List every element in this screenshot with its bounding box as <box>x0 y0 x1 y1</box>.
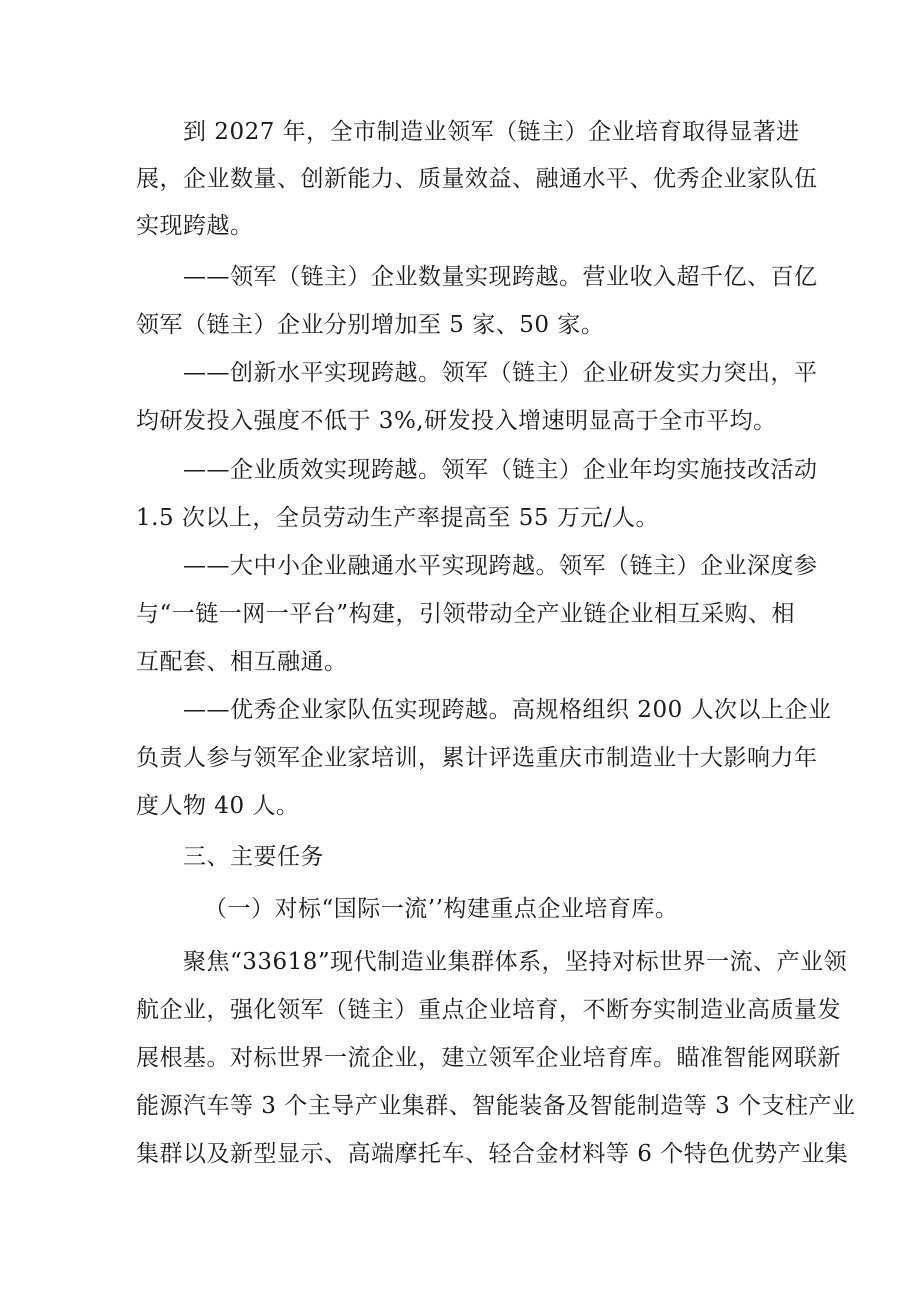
paragraph-line: 到 2027 年，全市制造业领军（链主）企业培育取得显著进 <box>183 119 800 145</box>
paragraph-line: 度人物 40 人。 <box>136 793 300 819</box>
paragraph-line: 能源汽车等 3 个主导产业集群、智能装备及智能制造等 3 个支柱产业 <box>136 1093 856 1119</box>
paragraph-line: 互配套、相互融通。 <box>136 649 348 675</box>
paragraph-line: ——创新水平实现跨越。领军（链主）企业研发实力突出，平 <box>183 360 818 386</box>
paragraph-line: ——领军（链主）企业数量实现跨越。营业收入超千亿、百亿 <box>183 264 818 290</box>
paragraph-line: 展，企业数量、创新能力、质量效益、融通水平、优秀企业家队伍 <box>136 166 818 192</box>
paragraph-line: ——大中小企业融通水平实现跨越。领军（链主）企业深度参 <box>183 553 818 579</box>
paragraph-line: 聚焦“33618”现代制造业集群体系，坚持对标世界一流、产业领 <box>183 949 848 975</box>
paragraph-line: 实现跨越。 <box>136 213 254 239</box>
paragraph-line: 领军（链主）企业分别增加至 5 家、50 家。 <box>136 312 605 338</box>
paragraph-line: 与“一链一网一平台”构建，引领带动全产业链企业相互采购、相 <box>136 601 796 627</box>
paragraph-line: 展根基。对标世界一流企业，建立领军企业培育库。瞄准智能网联新 <box>136 1045 841 1071</box>
paragraph-line: ——企业质效实现跨越。领军（链主）企业年均实施技改活动 <box>183 457 818 483</box>
section-heading: 三、主要任务 <box>183 844 324 870</box>
paragraph-line: 均研发投入强度不低于 3%,研发投入增速明显高于全市平均。 <box>136 408 777 434</box>
paragraph-line: 负责人参与领军企业家培训，累计评选重庆市制造业十大影响力年 <box>136 745 818 771</box>
paragraph-line: 航企业，强化领军（链主）重点企业培育，不断夯实制造业高质量发 <box>136 997 841 1023</box>
paragraph-line: 集群以及新型显示、高端摩托车、轻合金材料等 6 个特色优势产业集 <box>136 1141 849 1167</box>
subsection-heading: （一）对标“国际一流’’构建重点企业培育库。 <box>204 896 679 922</box>
paragraph-line: 1.5 次以上，全员劳动生产率提高至 55 万元/人。 <box>136 505 660 531</box>
paragraph-line: ——优秀企业家队伍实现跨越。高规格组织 200 人次以上企业 <box>183 697 832 723</box>
